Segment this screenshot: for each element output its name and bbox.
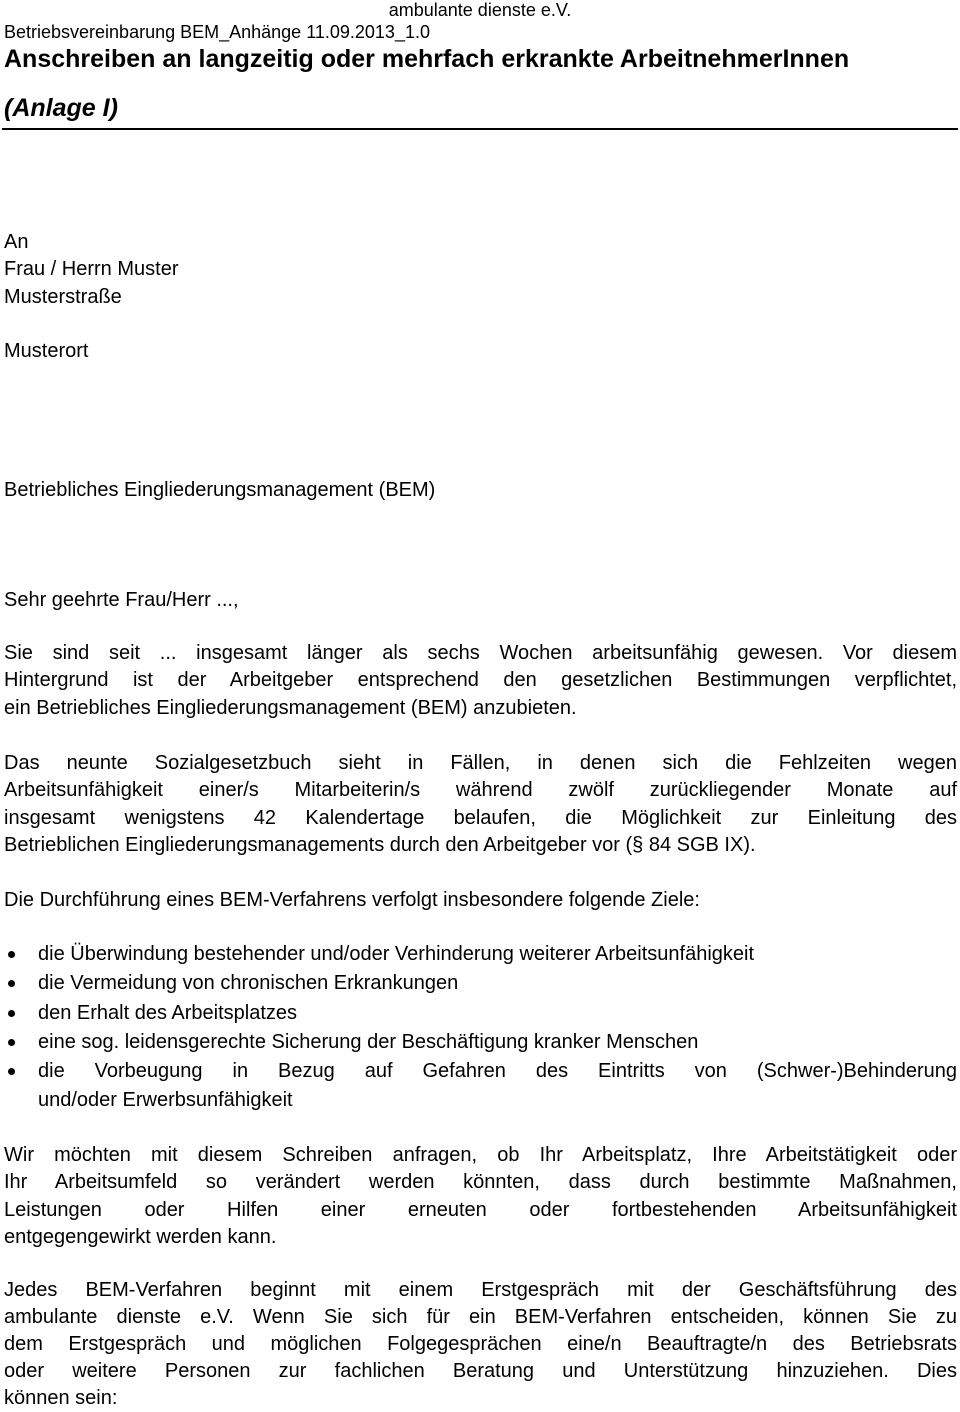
list-item	[4, 1057, 957, 1114]
bullet-icon	[8, 1068, 15, 1075]
bullet-icon	[8, 980, 15, 987]
list-item-text: die Überwindung bestehender und/oder Verhinderung weiterer Arbeitsunfähigkeit	[38, 943, 755, 965]
text-line: ambulante dienste e.V. Wenn Sie sich für ein BEM-Verfahren entscheiden, können Sie zu	[4, 1306, 957, 1329]
text-line: ein Betriebliches Eingliederungsmanagement (BEM) anzubieten.	[4, 696, 577, 719]
list-item-text: eine sog. leidensgerechte Sicherung der Beschäftigung kranker Menschen	[38, 1030, 699, 1053]
paragraph-4	[4, 1277, 957, 1412]
text-line: dem Erstgespräch und möglichen Folgegesprächen eine/n Beauftragte/n des Betriebsrats	[4, 1333, 957, 1356]
address-line: Frau / Herrn Muster	[4, 258, 179, 281]
goals-intro: Die Durchführung eines BEM-Verfahrens verfolgt insbesondere folgende Ziele:	[4, 889, 700, 911]
title-divider	[2, 128, 958, 130]
text-line: Das neunte Sozialgesetzbuch sieht in Fällen, in denen sich die Fehlzeiten wegen	[4, 752, 957, 774]
paragraph-1	[4, 640, 957, 722]
paragraph-2	[4, 750, 957, 860]
list-item	[4, 940, 957, 969]
list-item	[4, 1028, 957, 1057]
text-line: Leistungen oder Hilfen einer erneuten oder fortbestehenden Arbeitsunfähigkeit	[4, 1198, 957, 1221]
list-item-text: den Erhalt des Arbeitsplatzes	[38, 1001, 298, 1024]
text-line: Arbeitsunfähigkeit einer/s Mitarbeiterin/s während zwölf zurückliegender Monate auf	[4, 779, 957, 802]
text-line: Wir möchten mit diesem Schreiben anfragen, ob Ihr Arbeitsplatz, Ihre Arbeitstätigkeit oder	[4, 1144, 957, 1166]
list-item-text: und/oder Erwerbsunfähigkeit	[38, 1089, 293, 1112]
bullet-icon	[8, 951, 15, 958]
page-subtitle: (Anlage I)	[4, 94, 118, 122]
list-item-text: die Vorbeugung in Bezug auf Gefahren des Eintritts von (Schwer-)Behinderung	[38, 1060, 957, 1083]
address-line: Musterort	[4, 340, 89, 363]
list-item-text: die Vermeidung von chronischen Erkrankungen	[38, 972, 459, 995]
paragraph-3	[4, 1142, 957, 1252]
page-title: Anschreiben an langzeitig oder mehrfach erkrankte ArbeitnehmerInnen	[4, 45, 850, 73]
text-line: entgegengewirkt werden kann.	[4, 1226, 277, 1249]
list-item	[4, 999, 957, 1028]
header-org: ambulante dienste e.V.	[388, 0, 572, 20]
salutation: Sehr geehrte Frau/Herr ...,	[4, 589, 239, 611]
text-line: können sein:	[4, 1387, 118, 1410]
recipient-address	[4, 229, 957, 366]
goals-list	[4, 940, 957, 1114]
address-line: An	[4, 231, 29, 253]
text-line: Jedes BEM-Verfahren beginnt mit einem Erstgespräch mit der Geschäftsführung des	[4, 1279, 957, 1301]
list-item	[4, 969, 957, 998]
text-line: oder weitere Personen zur fachlichen Beratung und Unterstützung hinzuziehen. Dies	[4, 1360, 957, 1383]
bullet-icon	[8, 1010, 15, 1017]
header-doc-ref: Betriebsvereinbarung BEM_Anhänge 11.09.2013_1.0	[4, 22, 430, 42]
text-line: Sie sind seit ... insgesamt länger als sechs Wochen arbeitsunfähig gewesen. Vor diesem	[4, 642, 957, 664]
text-line: insgesamt wenigstens 42 Kalendertage belaufen, die Möglichkeit zur Einleitung des	[4, 806, 957, 829]
subject-line: Betriebliches Eingliederungsmanagement (BEM)	[4, 479, 436, 501]
address-line: Musterstraße	[4, 285, 122, 308]
text-line: Hintergrund ist der Arbeitgeber entsprechend den gesetzlichen Bestimmungen verpflichtet,	[4, 669, 957, 692]
text-line: Ihr Arbeitsumfeld so verändert werden könnten, dass durch bestimmte Maßnahmen,	[4, 1171, 957, 1194]
text-line: Betrieblichen Eingliederungsmanagements durch den Arbeitgeber vor (§ 84 SGB IX).	[4, 834, 756, 857]
bullet-icon	[8, 1039, 15, 1046]
